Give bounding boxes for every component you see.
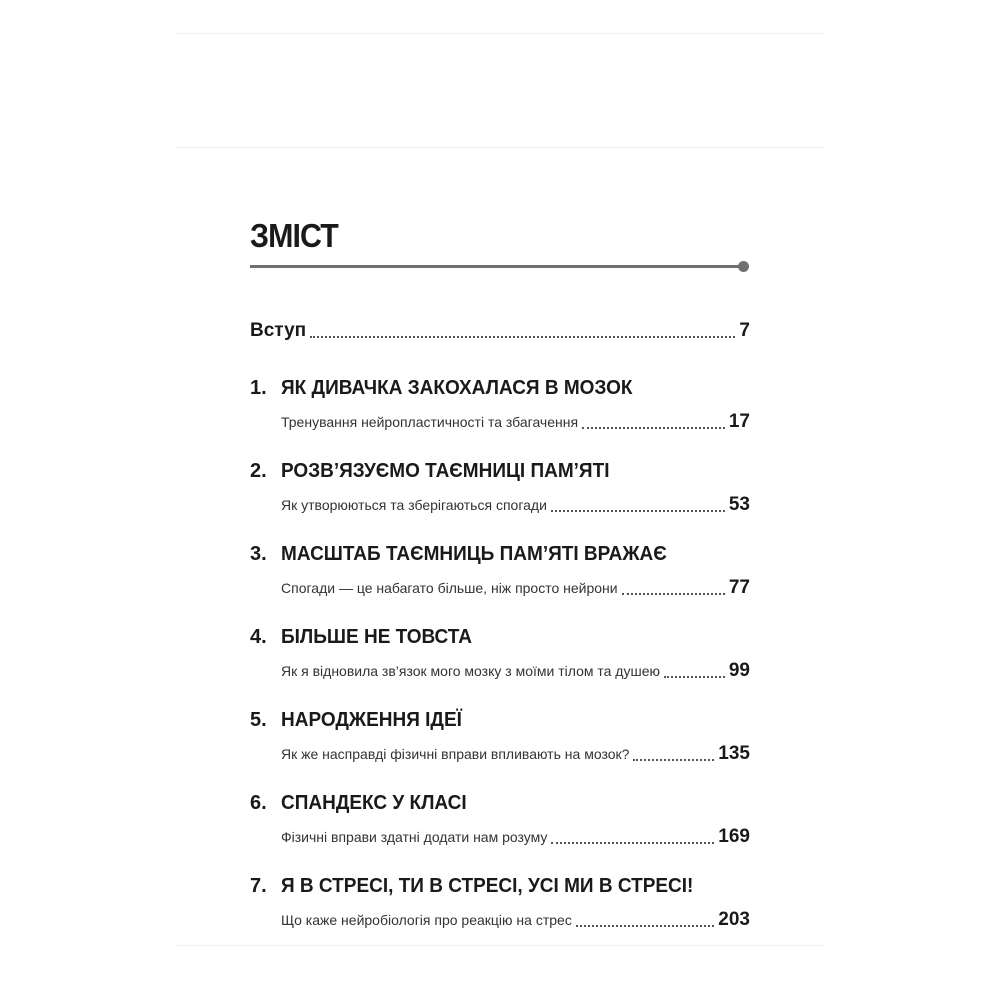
dot-leader: [664, 675, 725, 678]
chapter-subtitle: Як я відновила зв’язок мого мозку з моїми тілом та душею: [281, 663, 660, 679]
intro-label: Вступ: [250, 320, 307, 341]
chapter-title: РОЗВ’ЯЗУЄМО ТАЄМНИЦІ ПАМ’ЯТІ: [281, 460, 610, 482]
chapter-number: 2.: [250, 460, 267, 482]
chapter-page-number: 99: [728, 660, 750, 681]
dot-leader: [310, 335, 735, 338]
toc-entry-chapter-4[interactable]: [250, 626, 750, 682]
chapter-title: БІЛЬШЕ НЕ ТОВСТА: [281, 626, 472, 648]
chapter-page-number: 203: [718, 909, 750, 930]
heading-rule: [250, 265, 740, 268]
page-bottom-edge: [175, 945, 825, 946]
chapter-number: 1.: [250, 377, 267, 399]
dot-leader: [551, 509, 725, 512]
chapter-title: МАСШТАБ ТАЄМНИЦЬ ПАМ’ЯТІ ВРАЖАЄ: [281, 543, 667, 565]
page-upper-edge: [175, 147, 825, 148]
chapter-page-number: 53: [728, 494, 750, 515]
chapter-number: 4.: [250, 626, 267, 648]
toc-entry-chapter-7[interactable]: [250, 875, 750, 931]
chapter-subtitle: Тренування нейропластичності та збагачення: [281, 414, 579, 430]
dot-leader: [633, 758, 714, 761]
dot-leader: [622, 592, 725, 595]
toc-heading: ЗМІСТ: [250, 217, 338, 254]
chapter-title: НАРОДЖЕННЯ ІДЕЇ: [281, 709, 462, 731]
toc-entry-chapter-5[interactable]: [250, 709, 750, 765]
page-top-edge: [175, 33, 825, 34]
chapter-subtitle: Що каже нейробіологія про реакцію на стрес: [281, 912, 572, 928]
heading-rule-dot: [738, 261, 749, 272]
toc-entry-chapter-1[interactable]: [250, 377, 750, 433]
dot-leader: [576, 924, 714, 927]
chapter-number: 7.: [250, 875, 267, 897]
toc-entry-intro[interactable]: [250, 320, 750, 342]
chapter-page-number: 135: [718, 743, 750, 764]
chapter-title: ЯК ДИВАЧКА ЗАКОХАЛАСЯ В МОЗОК: [281, 377, 633, 399]
chapter-number: 5.: [250, 709, 267, 731]
chapter-subtitle: Спогади — це набагато більше, ніж просто нейрони: [281, 580, 618, 596]
chapter-title: СПАНДЕКС У КЛАСІ: [281, 792, 467, 814]
chapter-subtitle: Як утворюються та зберігаються спогади: [281, 497, 547, 513]
chapter-number: 6.: [250, 792, 267, 814]
chapter-subtitle: Як же насправді фізичні вправи впливають на мозок?: [281, 746, 630, 762]
chapter-subtitle: Фізичні вправи здатні додати нам розуму: [281, 829, 548, 845]
toc-entry-chapter-6[interactable]: [250, 792, 750, 848]
chapter-title: Я В СТРЕСІ, ТИ В СТРЕСІ, УСІ МИ В СТРЕСІ!: [281, 875, 694, 897]
dot-leader: [582, 426, 725, 429]
chapter-page-number: 169: [718, 826, 750, 847]
dot-leader: [551, 841, 714, 844]
chapter-page-number: 17: [728, 411, 750, 432]
toc-entry-chapter-2[interactable]: [250, 460, 750, 516]
intro-page-number: 7: [739, 320, 750, 341]
chapter-page-number: 77: [728, 577, 750, 598]
chapter-number: 3.: [250, 543, 267, 565]
toc-entry-chapter-3[interactable]: [250, 543, 750, 599]
